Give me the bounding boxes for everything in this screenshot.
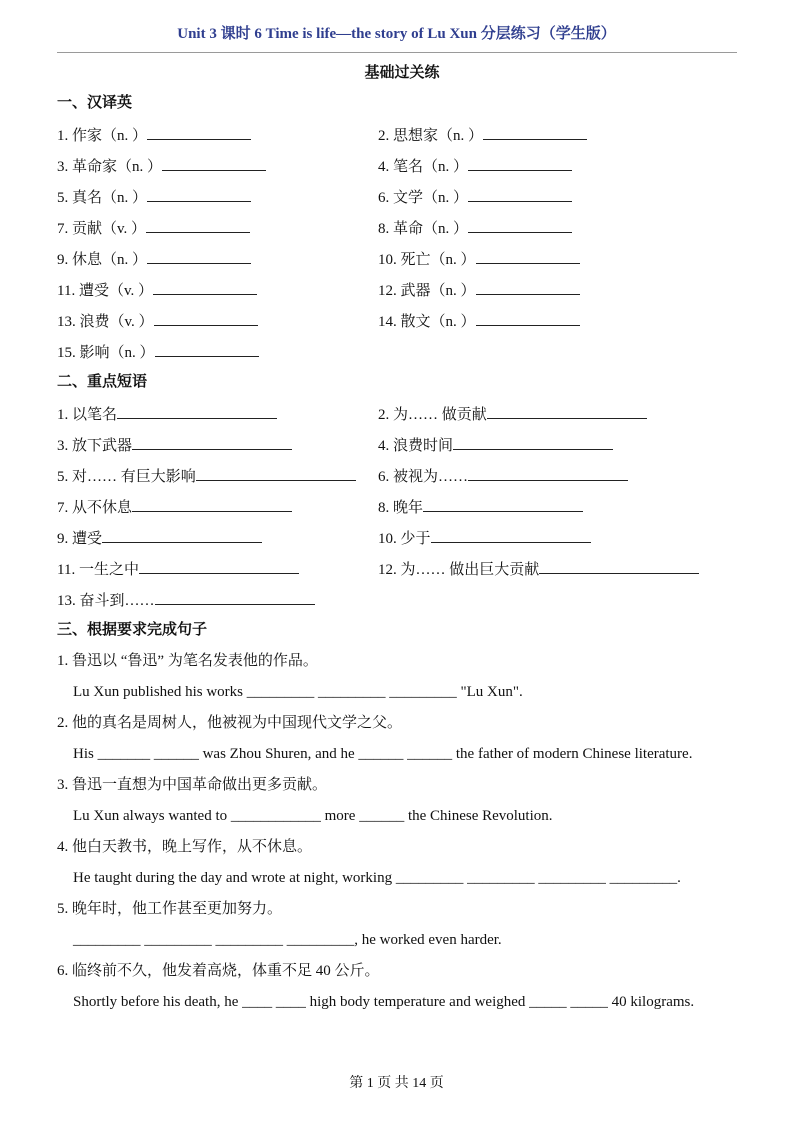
question-english-answer-line[interactable]: He taught during the day and wrote at night, working _________ _________ _________ _________. — [73, 870, 681, 886]
phrase-item: 8. 晚年 — [378, 496, 747, 527]
vocab-item: 15. 影响（n. ） — [57, 341, 378, 372]
vocab-item: 9. 休息（n. ） — [57, 248, 378, 279]
answer-blank[interactable] — [154, 310, 258, 326]
answer-blank[interactable] — [147, 248, 251, 264]
answer-blank[interactable] — [476, 310, 580, 326]
vocab-item: 13. 浪费（v. ） — [57, 310, 378, 341]
phrase-item: 11. 一生之中 — [57, 558, 378, 589]
vocab-item: 12. 武器（n. ） — [378, 279, 747, 310]
question-chinese: 6. 临终前不久，他发着高烧，体重不足 40 公斤。 — [57, 963, 380, 979]
vocab-item: 3. 革命家（n. ） — [57, 155, 378, 186]
answer-blank[interactable] — [468, 217, 572, 233]
answer-blank[interactable] — [146, 217, 250, 233]
vocab-item: 5. 真名（n. ） — [57, 186, 378, 217]
vocab-grid — [57, 124, 747, 372]
answer-blank[interactable] — [155, 341, 259, 357]
document-header: Unit 3 课时 6 Time is life—the story of Lu Xun 分层练习（学生版） — [177, 26, 616, 42]
section-2-heading: 二、重点短语 — [57, 374, 148, 390]
page-title: 基础过关练 — [364, 65, 440, 81]
worksheet-body — [57, 62, 747, 1023]
answer-blank[interactable] — [483, 124, 587, 140]
section-1-heading: 一、汉译英 — [57, 95, 133, 111]
vocab-item: 4. 笔名（n. ） — [378, 155, 747, 186]
question-english-answer-line[interactable]: His _______ ______ was Zhou Shuren, and he ______ ______ the father of modern Chinese literature. — [73, 746, 693, 762]
answer-blank[interactable] — [468, 465, 628, 481]
answer-blank[interactable] — [476, 248, 580, 264]
question-english-answer-line[interactable]: Lu Xun always wanted to ____________ more ______ the Chinese Revolution. — [73, 808, 553, 824]
phrase-item: 5. 对…… 有巨大影响 — [57, 465, 378, 496]
vocab-item: 14. 散文（n. ） — [378, 310, 747, 341]
phrase-item: 6. 被视为…… — [378, 465, 747, 496]
page-number-footer: 第 1 页 共 14 页 — [349, 1076, 444, 1091]
answer-blank[interactable] — [476, 279, 580, 295]
phrase-item: 12. 为…… 做出巨大贡献 — [378, 558, 747, 589]
answer-blank[interactable] — [162, 155, 266, 171]
question-chinese: 4. 他白天教书，晚上写作，从不休息。 — [57, 839, 313, 855]
section-3-heading: 三、根据要求完成句子 — [57, 622, 208, 638]
vocab-item: 7. 贡献（v. ） — [57, 217, 378, 248]
answer-blank[interactable] — [147, 186, 251, 202]
question-english-answer-line[interactable]: Lu Xun published his works _________ _________ _________ "Lu Xun". — [73, 684, 523, 700]
answer-blank[interactable] — [139, 558, 299, 574]
answer-blank[interactable] — [423, 496, 583, 512]
vocab-item: 6. 文学（n. ） — [378, 186, 747, 217]
answer-blank[interactable] — [102, 527, 262, 543]
answer-blank[interactable] — [132, 434, 292, 450]
phrase-item: 2. 为…… 做贡献 — [378, 403, 747, 434]
phrase-item: 7. 从不休息 — [57, 496, 378, 527]
answer-blank[interactable] — [155, 589, 315, 605]
phrase-item: 4. 浪费时间 — [378, 434, 747, 465]
phrase-item: 13. 奋斗到…… — [57, 589, 378, 620]
answer-blank[interactable] — [453, 434, 613, 450]
answer-blank[interactable] — [196, 465, 356, 481]
question-chinese: 3. 鲁迅一直想为中国革命做出更多贡献。 — [57, 777, 328, 793]
phrase-item: 10. 少于 — [378, 527, 747, 558]
phrase-item: 9. 遭受 — [57, 527, 378, 558]
phrase-item: 3. 放下武器 — [57, 434, 378, 465]
question-chinese: 1. 鲁迅以 “鲁迅” 为笔名发表他的作品。 — [57, 653, 318, 669]
vocab-item: 10. 死亡（n. ） — [378, 248, 747, 279]
answer-blank[interactable] — [539, 558, 699, 574]
answer-blank[interactable] — [431, 527, 591, 543]
question-english-answer-line[interactable]: Shortly before his death, he ____ ____ high body temperature and weighed _____ _____ 40 kilograms. — [73, 994, 695, 1010]
question-chinese: 2. 他的真名是周树人，他被视为中国现代文学之父。 — [57, 715, 403, 731]
answer-blank[interactable] — [468, 186, 572, 202]
vocab-item: 1. 作家（n. ） — [57, 124, 378, 155]
header-divider — [57, 52, 737, 53]
answer-blank[interactable] — [468, 155, 572, 171]
sentence-questions — [57, 651, 747, 1023]
answer-blank[interactable] — [132, 496, 292, 512]
phrase-grid — [57, 403, 747, 620]
answer-blank[interactable] — [117, 403, 277, 419]
question-chinese: 5. 晚年时，他工作甚至更加努力。 — [57, 901, 283, 917]
vocab-item: 2. 思想家（n. ） — [378, 124, 747, 155]
vocab-item: 8. 革命（n. ） — [378, 217, 747, 248]
phrase-item: 1. 以笔名 — [57, 403, 378, 434]
question-english-answer-line[interactable]: _________ _________ _________ _________, he worked even harder. — [73, 932, 502, 948]
answer-blank[interactable] — [153, 279, 257, 295]
answer-blank[interactable] — [487, 403, 647, 419]
answer-blank[interactable] — [147, 124, 251, 140]
vocab-item: 11. 遭受（v. ） — [57, 279, 378, 310]
